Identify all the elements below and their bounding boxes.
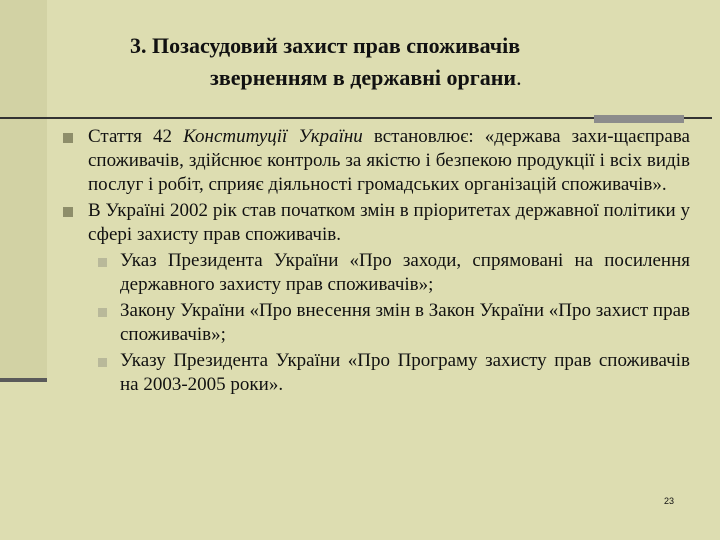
square-bullet-icon: [98, 358, 107, 367]
title-line-2: [90, 62, 690, 94]
slide-body: [0, 125, 720, 399]
slide-title: [90, 30, 690, 94]
bullet-item: [0, 125, 720, 197]
bullet-text-pre: Стаття 42: [88, 126, 184, 147]
page-number: 23: [664, 496, 675, 506]
title-line-1: 3. Позасудовий захист прав споживачів: [130, 33, 521, 58]
square-bullet-icon: [98, 308, 107, 317]
sub-bullet-text: Закону України «Про внесення змін в Закон України «Про захист прав споживачів»;: [120, 300, 690, 345]
title-line-2-period: .: [516, 65, 522, 90]
bullet-text-post: встановлює: «держава захи-щаєправа споживачів, здійснює контроль за якістю і безпекою продукції і всіх видів послуг і робіт, сприяє діяльності громадських організацій споживачів».: [88, 126, 690, 195]
sub-bullet-text: Указ Президента України «Про заходи, спрямовані на посилення державного захисту прав споживачів»;: [120, 250, 690, 295]
bullet-text: В Україні 2002 рік став початком змін в пріоритетах державної політики у сфері захисту прав споживачів.: [88, 200, 690, 245]
sub-bullet-item: [0, 249, 720, 297]
bullet-text-italic: Конституції України: [183, 126, 363, 147]
bullet-item: [0, 199, 720, 247]
sub-bullet-text: Указу Президента України «Про Програму захисту прав споживачів на 2003-2005 роки».: [120, 350, 690, 395]
square-bullet-icon: [98, 258, 107, 267]
sub-bullet-item: [0, 299, 720, 347]
title-divider-accent: [594, 115, 684, 123]
title-line-2-text: зверненням в державні органи: [210, 65, 517, 90]
sub-bullet-item: [0, 349, 720, 397]
square-bullet-icon: [63, 133, 73, 143]
square-bullet-icon: [63, 207, 73, 217]
